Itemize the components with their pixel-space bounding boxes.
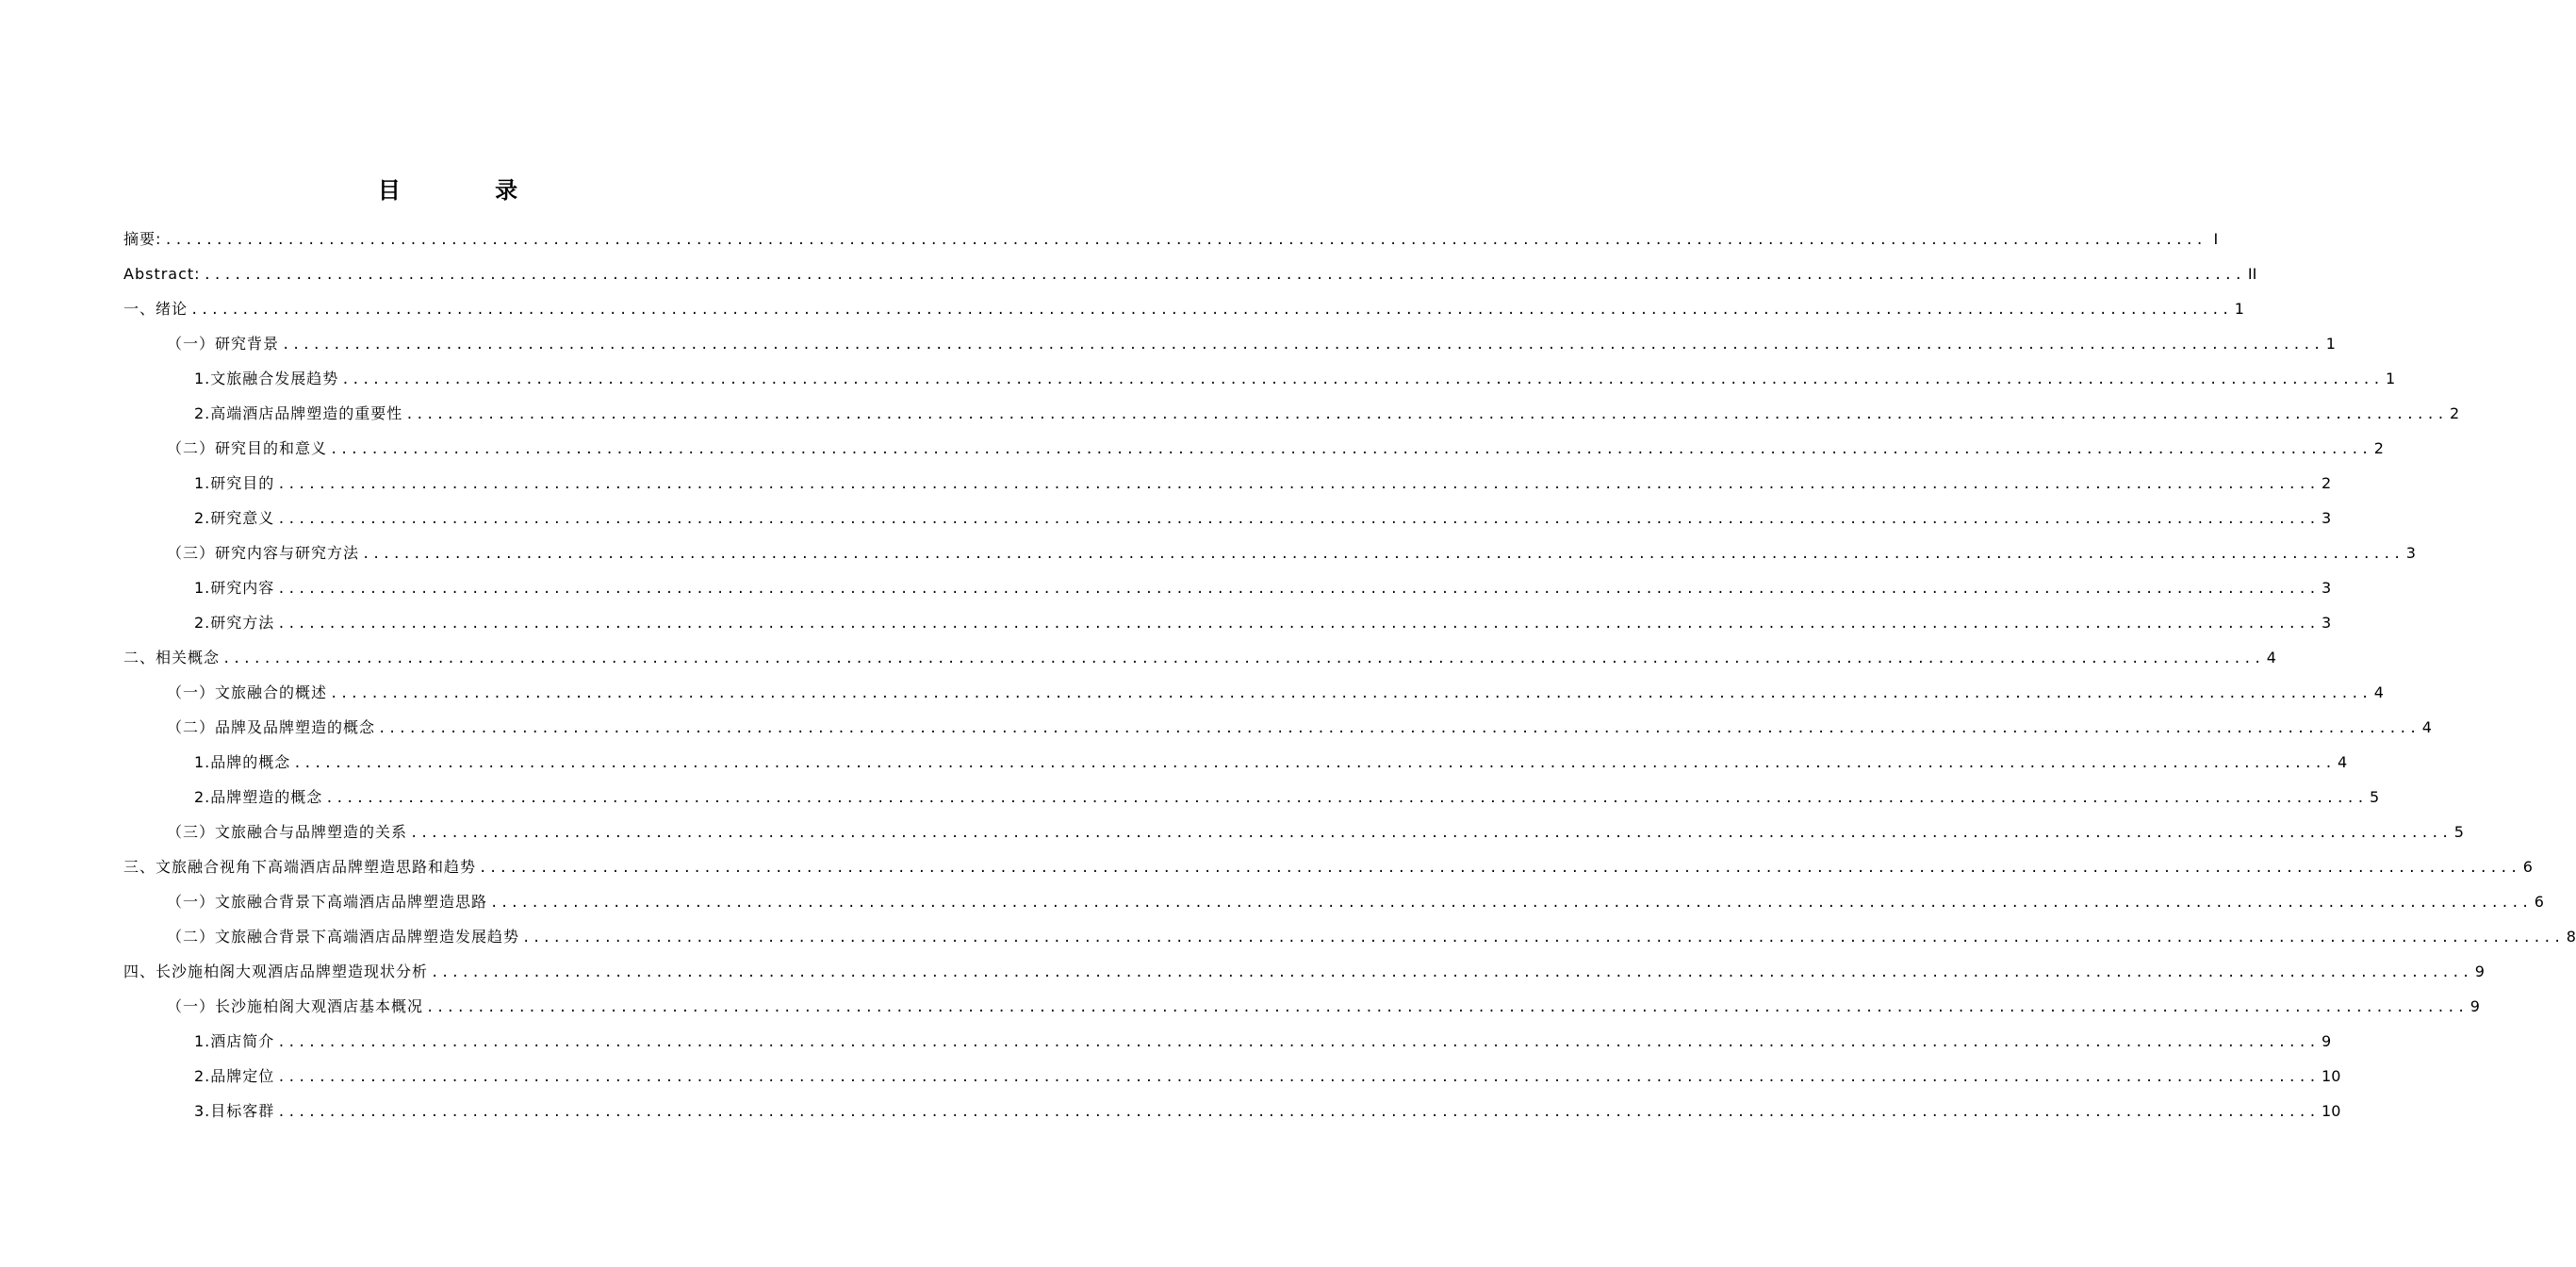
toc-entry[interactable] (123, 496, 2332, 531)
toc-entry-page-number: 2 (2322, 474, 2332, 492)
toc-entry-page-number: 6 (2534, 893, 2544, 911)
toc-entry[interactable] (123, 845, 2533, 880)
toc-entry-title: （一）文旅融合的概述 (167, 683, 328, 701)
toc-entry-title: 2.品牌塑造的概念 (194, 788, 323, 806)
toc-entry-page-number: 5 (2370, 788, 2380, 806)
toc-entry[interactable] (123, 601, 2332, 635)
toc-entry-page-number: 2 (2450, 404, 2460, 422)
dot-leader: ........................................................................................................................................................................................................ (164, 233, 2207, 248)
toc-entry-title: （一）文旅融合背景下高端酒店品牌塑造思路 (167, 893, 488, 911)
dot-leader: ........................................................................................................................................................................................................ (431, 965, 2472, 980)
table-of-contents (123, 217, 2576, 1124)
toc-entry-page-number: 9 (2322, 1032, 2332, 1050)
toc-entry[interactable] (123, 1019, 2332, 1054)
toc-entry-page-number: 8 (2566, 928, 2576, 946)
toc-entry-title: 1.研究目的 (194, 474, 275, 492)
toc-entry-title: 1.品牌的概念 (194, 753, 291, 771)
dot-leader: ........................................................................................................................................................................................................ (426, 1000, 2468, 1015)
toc-entry[interactable] (123, 1089, 2341, 1124)
dot-leader: ........................................................................................................................................................................................................ (277, 1035, 2320, 1050)
dot-leader: ........................................................................................................................................................................................................ (277, 582, 2320, 597)
toc-entry-page-number: 9 (2469, 997, 2480, 1015)
dot-leader: ........................................................................................................................................................................................................ (277, 512, 2320, 527)
toc-entry[interactable] (123, 775, 2380, 810)
toc-entry-page-number: 3 (2322, 579, 2332, 597)
toc-entry-page-number: 4 (2373, 683, 2384, 701)
toc-entry-page-number: 9 (2474, 963, 2485, 980)
toc-entry[interactable] (123, 635, 2276, 670)
toc-entry-page-number: 1 (2325, 335, 2336, 353)
toc-entry-title: （三）文旅融合与品牌塑造的关系 (167, 823, 408, 841)
toc-entry-title: 2.研究意义 (194, 509, 275, 527)
toc-entry[interactable] (123, 252, 2257, 287)
toc-entry-title: （二）文旅融合背景下高端酒店品牌塑造发展趋势 (167, 928, 520, 946)
toc-entry[interactable] (123, 217, 2219, 252)
dot-leader: ........................................................................................................................................................................................................ (330, 686, 2371, 701)
toc-entry-page-number: 1 (2234, 300, 2244, 318)
dot-leader: ........................................................................................................................................................................................................ (410, 826, 2452, 841)
dot-leader: ........................................................................................................................................................................................................ (362, 547, 2404, 562)
toc-entry-page-number: 3 (2322, 614, 2332, 632)
dot-leader: ........................................................................................................................................................................................................ (325, 791, 2368, 806)
toc-entry-page-number: 3 (2405, 544, 2416, 562)
toc-entry-page-number: 4 (2421, 718, 2432, 736)
toc-entry-title: （二）品牌及品牌塑造的概念 (167, 718, 376, 736)
toc-entry-page-number: I (2213, 230, 2219, 248)
toc-entry[interactable] (123, 426, 2384, 461)
dot-leader: ........................................................................................................................................................................................................ (277, 1105, 2320, 1120)
toc-entry-page-number: 6 (2522, 858, 2533, 876)
toc-entry-title: 三、文旅融合视角下高端酒店品牌塑造思路和趋势 (123, 858, 477, 876)
dot-leader: ........................................................................................................................................................................................................ (282, 337, 2323, 353)
toc-entry-title: 四、长沙施柏阁大观酒店品牌塑造现状分析 (123, 963, 429, 980)
toc-entry[interactable] (123, 949, 2485, 984)
dot-leader: ........................................................................................................................................................................................................ (405, 407, 2448, 422)
toc-entry[interactable] (123, 531, 2416, 566)
toc-entry[interactable] (123, 705, 2432, 740)
page-title: 目 录 (377, 177, 562, 205)
dot-leader: ........................................................................................................................................................................................................ (190, 303, 2232, 318)
dot-leader: ........................................................................................................................................................................................................ (277, 617, 2320, 632)
toc-entry-title: 1.酒店简介 (194, 1032, 275, 1050)
toc-entry[interactable] (123, 461, 2332, 496)
toc-entry[interactable] (123, 880, 2544, 914)
toc-entry-page-number: 4 (2338, 753, 2348, 771)
dot-leader: ........................................................................................................................................................................................................ (222, 651, 2264, 666)
toc-entry-title: 2.高端酒店品牌塑造的重要性 (194, 404, 403, 422)
dot-leader: ........................................................................................................................................................................................................ (341, 372, 2384, 387)
dot-leader: ........................................................................................................................................................................................................ (378, 721, 2420, 736)
toc-entry-page-number: 3 (2322, 509, 2332, 527)
toc-entry[interactable] (123, 356, 2396, 391)
toc-entry[interactable] (123, 740, 2348, 775)
toc-entry-page-number: 10 (2322, 1067, 2341, 1085)
toc-entry-title: 2.品牌定位 (194, 1067, 275, 1085)
toc-entry-title: （三）研究内容与研究方法 (167, 544, 360, 562)
toc-entry-title: Abstract: (123, 265, 201, 283)
toc-entry-title: 二、相关概念 (123, 649, 221, 666)
toc-entry-title: 3.目标客群 (194, 1102, 275, 1120)
toc-entry[interactable] (123, 566, 2332, 601)
toc-entry[interactable] (123, 321, 2336, 356)
dot-leader: ........................................................................................................................................................................................................ (293, 756, 2336, 771)
toc-entry-page-number: 1 (2386, 370, 2396, 387)
dot-leader: ........................................................................................................................................................................................................ (330, 442, 2371, 457)
toc-entry-page-number: 10 (2322, 1102, 2341, 1120)
toc-entry-page-number: 2 (2373, 439, 2384, 457)
toc-entry-title: 1.研究内容 (194, 579, 275, 597)
toc-entry[interactable] (123, 287, 2244, 321)
dot-leader: ........................................................................................................................................................................................................ (490, 896, 2532, 911)
toc-entry-title: （一）长沙施柏阁大观酒店基本概况 (167, 997, 424, 1015)
toc-entry-page-number: II (2247, 265, 2257, 283)
toc-entry[interactable] (123, 984, 2480, 1019)
toc-entry[interactable] (123, 914, 2576, 949)
dot-leader: ........................................................................................................................................................................................................ (277, 477, 2320, 492)
toc-entry-title: （二）研究目的和意义 (167, 439, 328, 457)
toc-entry-title: 摘要: (123, 230, 162, 248)
toc-entry[interactable] (123, 670, 2384, 705)
dot-leader: ........................................................................................................................................................................................................ (479, 861, 2520, 876)
toc-entry-page-number: 4 (2266, 649, 2276, 666)
toc-entry[interactable] (123, 1054, 2341, 1089)
toc-entry-title: 2.研究方法 (194, 614, 275, 632)
toc-entry[interactable] (123, 810, 2464, 845)
dot-leader: ........................................................................................................................................................................................................ (203, 268, 2245, 283)
toc-entry-title: （一）研究背景 (167, 335, 280, 353)
toc-entry[interactable] (123, 391, 2460, 426)
dot-leader: ........................................................................................................................................................................................................ (522, 930, 2564, 946)
toc-entry-page-number: 5 (2453, 823, 2464, 841)
dot-leader: ........................................................................................................................................................................................................ (277, 1070, 2320, 1085)
toc-entry-title: 1.文旅融合发展趋势 (194, 370, 339, 387)
toc-entry-title: 一、绪论 (123, 300, 189, 318)
